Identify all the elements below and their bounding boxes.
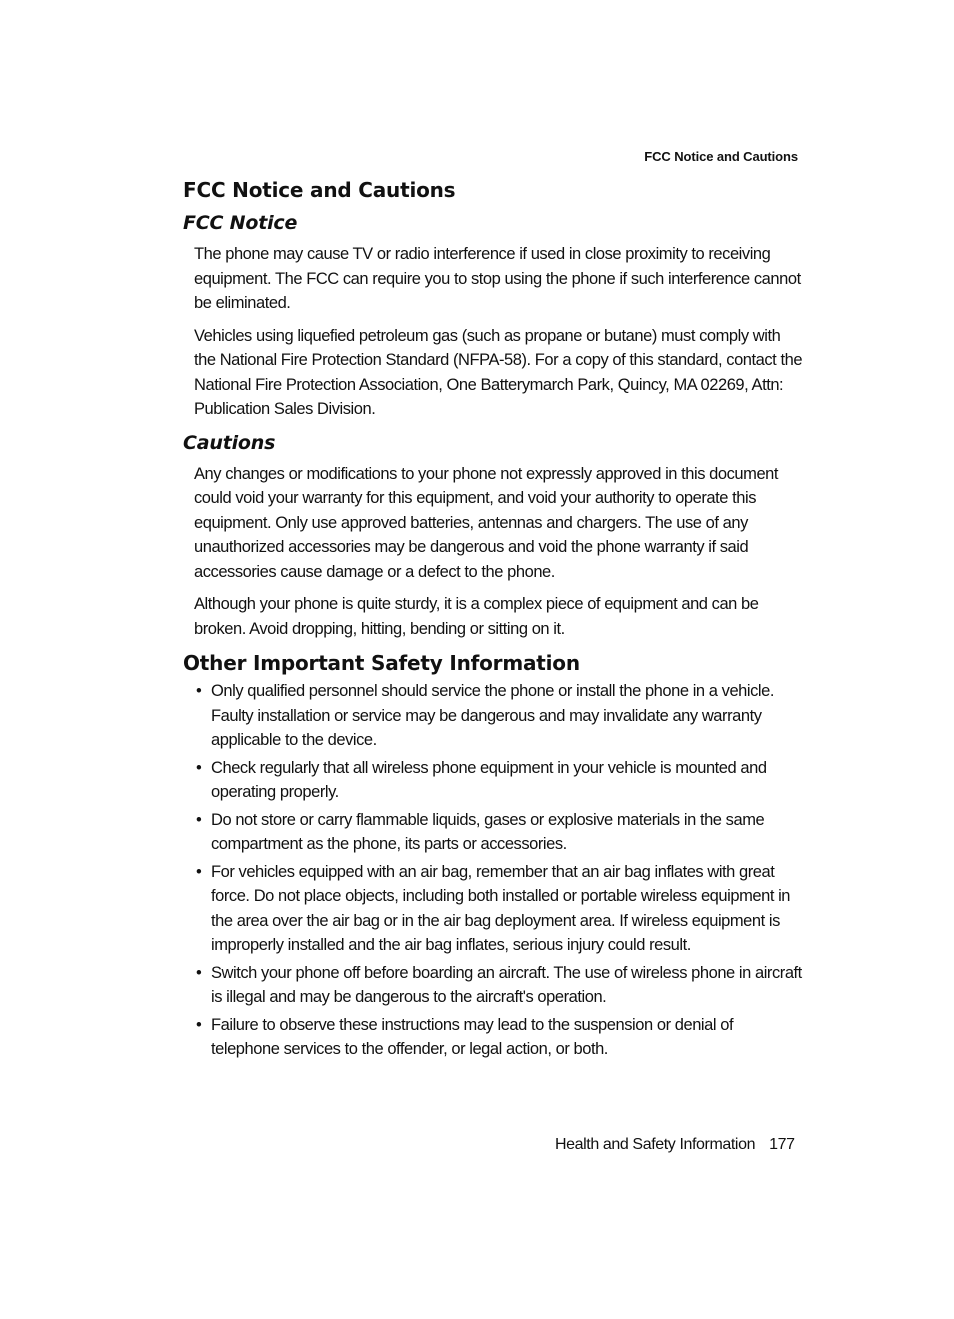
bullet-icon: • [196, 758, 202, 777]
running-header: FCC Notice and Cautions [644, 149, 798, 164]
list-item-text: Only qualified personnel should service the phone or install the phone in a vehicle. Faulty installation or service may be dangerous and may invalidate any warranty applicable to the device. [211, 682, 775, 749]
list-item [196, 961, 803, 1010]
bullet-icon: • [196, 862, 202, 881]
section-title-fcc: FCC Notice and Cautions [183, 178, 456, 202]
list-item [196, 756, 803, 805]
list-item-text: For vehicles equipped with an air bag, remember that an air bag inflates with great force. Do not place objects, including both installed or portable wireless equipment in the area over the air bag or in the air bag deployment area. If wireless equipment is improperly installed and the air bag inflates, serious injury could result. [211, 862, 791, 954]
list-item [196, 808, 803, 857]
bullet-icon: • [196, 810, 202, 829]
footer-chapter-title: Health and Safety Information [555, 1136, 756, 1153]
list-item-text: Check regularly that all wireless phone equipment in your vehicle is mounted and operating properly. [211, 758, 767, 801]
bullet-icon: • [196, 682, 202, 700]
bullet-icon: • [196, 1015, 202, 1034]
list-item [196, 860, 803, 958]
cautions-paragraph: Although your phone is quite sturdy, it is a complex piece of equipment and can be broken. Avoid dropping, hitting, bending or sitting on it. [194, 595, 759, 638]
page-content [183, 176, 803, 1065]
list-item-text: Failure to observe these instructions may lead to the suspension or denial of telephone services to the offender, or legal action, or both. [211, 1015, 734, 1058]
list-item-text: Switch your phone off before boarding an aircraft. The use of wireless phone in aircraft is illegal and may be dangerous to the aircraft's operation. [211, 963, 802, 1006]
safety-bullet-list [183, 679, 803, 1062]
page-number: 177 [769, 1136, 795, 1153]
fcc-notice-paragraph: The phone may cause TV or radio interference if used in close proximity to receiving equipment. The FCC can require you to stop using the phone if such interference cannot be eliminated. [194, 245, 801, 312]
running-footer [555, 1136, 795, 1154]
cautions-paragraph: Any changes or modifications to your phone not expressly approved in this document could void your warranty for this equipment, and void your authority to operate this equipment. Only use approved batteries, antennas and chargers. The use of any unauthorized accessories may be dangerous and void the phone warranty if said accessories cause damage or a defect to the phone. [194, 464, 779, 581]
section-title-safety: Other Important Safety Information [183, 651, 580, 675]
bullet-icon: • [196, 963, 202, 982]
list-item [196, 1013, 803, 1062]
list-item [196, 679, 803, 753]
list-item-text: Do not store or carry flammable liquids, gases or explosive materials in the same compartment as the phone, its parts or accessories. [211, 810, 765, 853]
subsection-title-fcc-notice: FCC Notice [183, 212, 298, 234]
subsection-title-cautions: Cautions [183, 431, 276, 454]
fcc-notice-paragraph: Vehicles using liquefied petroleum gas (such as propane or butane) must comply with the National Fire Protection Standard (NFPA-58). For a copy of this standard, contact the National Fire Protection Association, One Batterymarch Park, Quincy, MA 02269, Attn: Publication Sales Division. [194, 326, 803, 418]
